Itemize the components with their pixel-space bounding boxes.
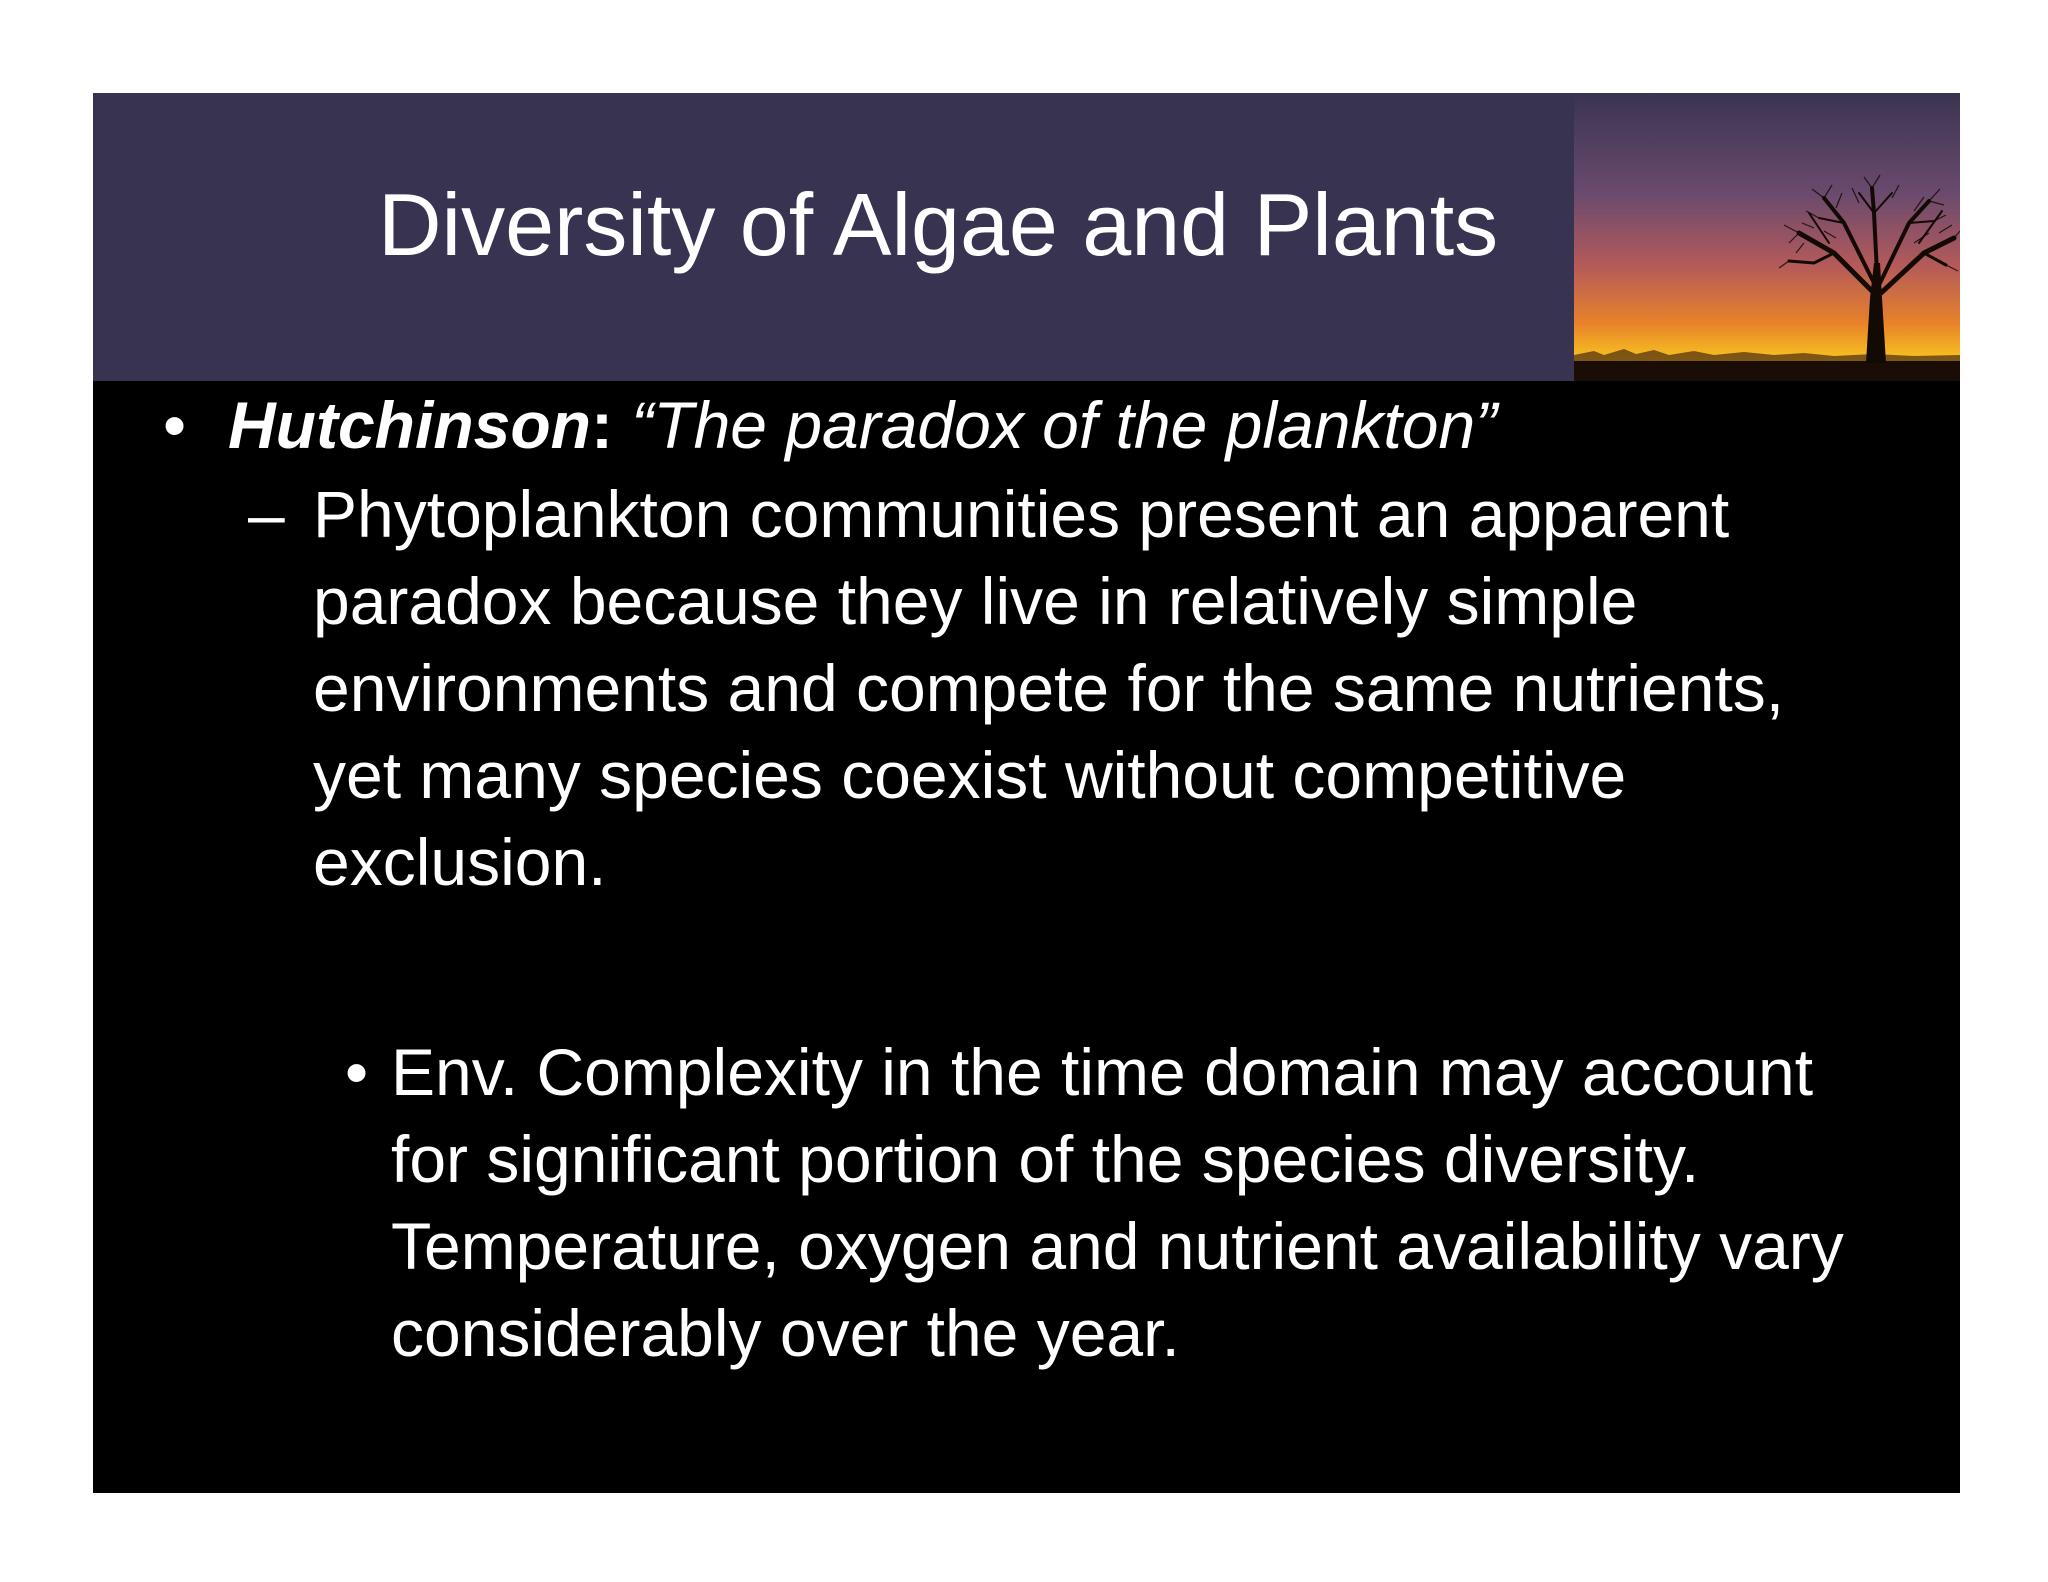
bullet-level1 (163, 381, 1863, 469)
bullet-marker: • (163, 388, 187, 462)
title-band (93, 93, 1574, 381)
bullet-level2 (248, 471, 1888, 906)
bullet-level2-text: Phytoplankton communities present an apparent paradox because they live in relatively simple environments and compete for the same nutrients, yet many species coexist without competitive exclusion. (313, 477, 1785, 899)
slide-title: Diversity of Algae and Plants (378, 175, 1499, 274)
bullet-level3-text: Env. Complexity in the time domain may account for significant portion of the species diversity. Temperature, oxygen and nutrient availability vary considerably over the year. (391, 1035, 1844, 1370)
sunset-tree-photo (1574, 93, 1960, 381)
bullet-level3 (345, 1029, 1905, 1377)
slide (93, 93, 1960, 1493)
speaker-name: Hutchinson (228, 388, 591, 462)
sunset-tree-image (1574, 93, 1960, 381)
quote-text: “The paradox of the plankton” (631, 388, 1498, 462)
separator: : (590, 388, 613, 462)
bullet-marker-level3: • (345, 1035, 369, 1109)
dash-marker: – (248, 477, 285, 551)
